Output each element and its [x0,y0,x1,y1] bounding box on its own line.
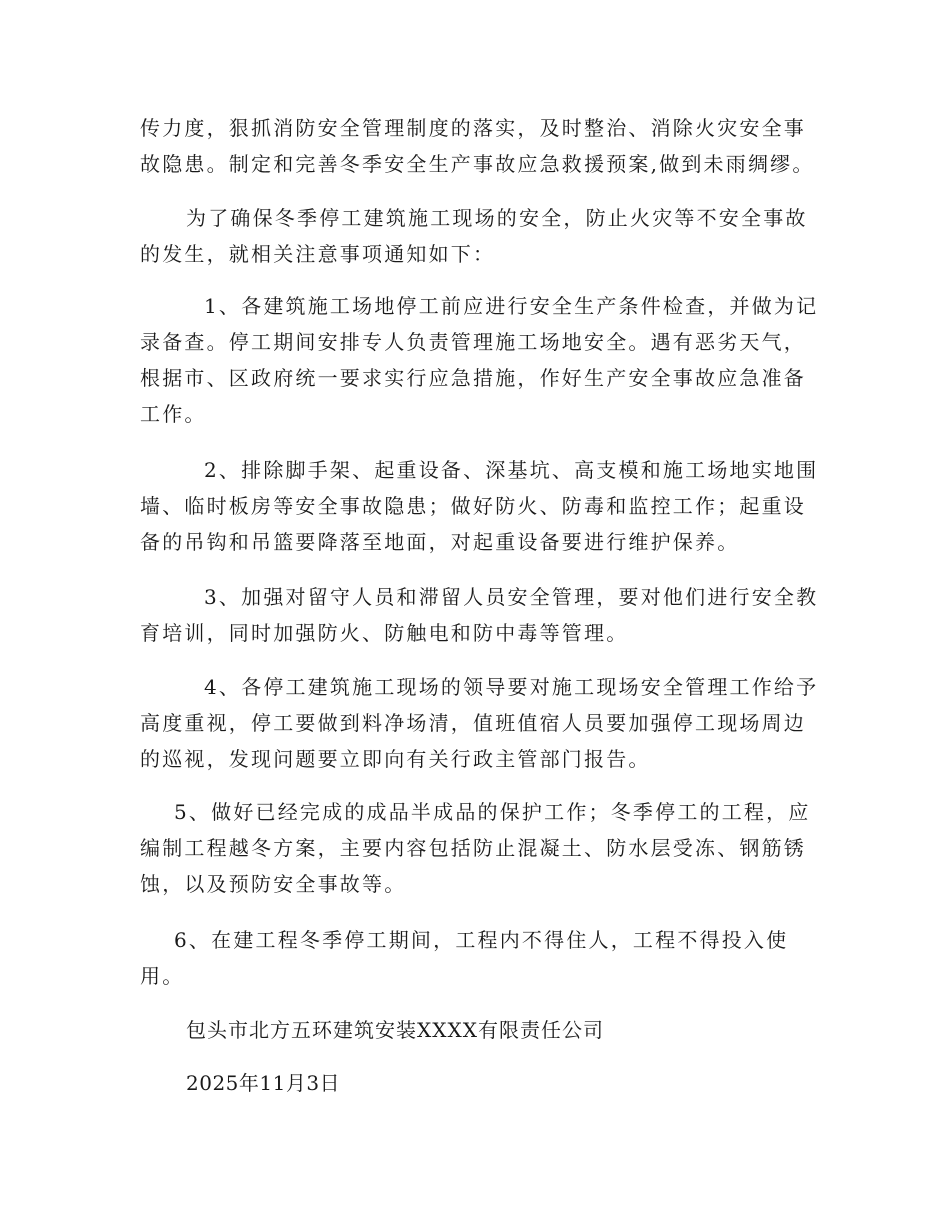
paragraph-item-2 [140,452,818,560]
paragraph-item-5 [140,794,811,902]
text-line: 为了确保冬季停工建筑施工现场的安全，防止火灾等不安全事故 [186,206,808,230]
paragraph-fire-safety-continued [140,110,815,182]
text-line: 2、排除脚手架、起重设备、深基坑、高支模和施工场地实地围 [204,458,819,482]
paragraph-item-6 [140,922,788,994]
text-line: 根据市、区政府统一要求实行应急措施，作好生产安全事故应急准备 [140,366,806,390]
text-line: 故隐患。制定和完善冬季安全生产事故应急救援预案,做到未雨绸缪。 [140,152,815,176]
text-line: 传力度，狠抓消防安全管理制度的落实，及时整治、消除火灾安全事 [140,116,806,140]
text-line: 4、各停工建筑施工现场的领导要对施工现场安全管理工作给予 [204,675,819,699]
signature-company: 包头市北方五环建筑安装XXXX有限责任公司 [186,1018,604,1042]
text-line: 用。 [140,964,185,988]
text-line: 育培训，同时加强防火、防触电和防中毒等管理。 [140,621,629,645]
paragraph-item-4 [140,669,818,777]
text-line: 墙、临时板房等安全事故隐患；做好防火、防毒和监控工作；起重设 [140,494,806,518]
text-line: 1、各建筑施工场地停工前应进行安全生产条件检查，并做为记 [204,294,819,318]
text-line: 工作。 [140,402,207,426]
text-line: 3、加强对留守人员和滞留人员安全管理，要对他们进行安全教 [204,585,819,609]
signature-date: 2025年11月3日 [186,1071,341,1095]
paragraph-item-1 [140,288,818,432]
paragraph-item-3 [140,579,818,651]
text-line: 高度重视，停工要做到料净场清，值班值宿人员要加强停工现场周边 [140,711,806,735]
text-line: 备的吊钩和吊篮要降落至地面，对起重设备要进行维护保养。 [140,530,740,554]
paragraph-notice-intro [140,200,808,272]
text-line: 的巡视，发现问题要立即向有关行政主管部门报告。 [140,747,651,771]
text-line: 5、做好已经完成的成品半成品的保护工作；冬季停工的工程，应 [174,800,811,824]
text-line: 录备查。停工期间安排专人负责管理施工场地安全。遇有恶劣天气， [140,330,806,354]
text-line: 的发生，就相关注意事项通知如下： [140,242,496,266]
text-line: 6、在建工程冬季停工期间，工程内不得住人，工程不得投入使 [174,928,789,952]
text-line: 编制工程越冬方案，主要内容包括防止混凝土、防水层受冻、钢筋锈 [140,836,806,860]
text-line: 蚀，以及预防安全事故等。 [140,872,407,896]
